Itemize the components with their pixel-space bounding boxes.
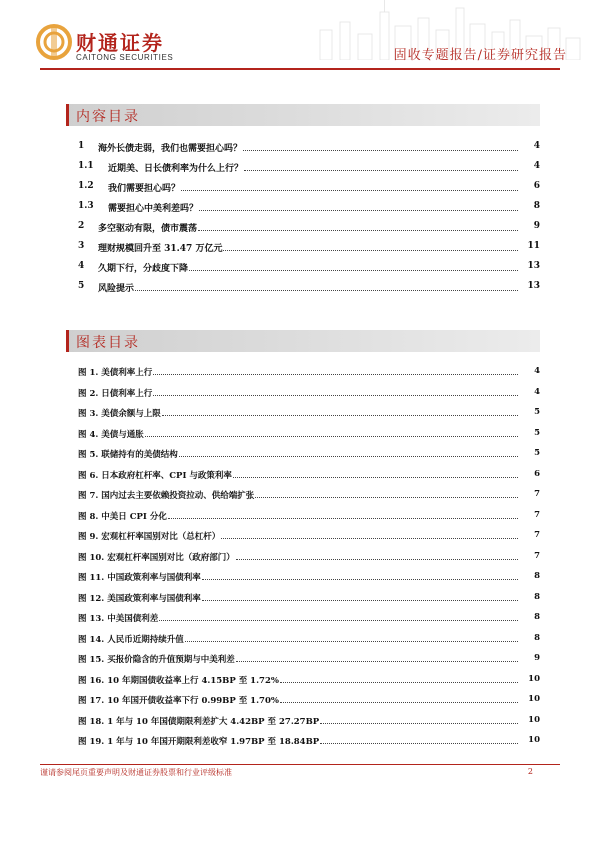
figure-entry-title: 图 19. 1 年与 10 年国开期限利差收窄 1.97BP 至 18.84BP [78,737,320,747]
figure-entry-title: 图 12. 美国政策利率与国债利率 [78,593,201,604]
figure-entry-line [78,551,518,563]
figure-entry[interactable] [78,587,540,608]
figure-entry[interactable] [78,464,540,485]
toc-entry-line [108,201,518,214]
dot-leader [153,387,518,396]
dot-leader [185,633,518,642]
figure-entry-line [78,428,518,440]
figure-entry[interactable] [78,423,540,444]
figure-entry-line [78,592,518,604]
toc-entry-title: 风险提示 [98,284,135,294]
dot-leader [243,141,518,151]
toc-entry-title: 我们需要担心吗？ [108,184,181,194]
figures-list [78,361,540,751]
figure-entry[interactable] [78,730,540,751]
dot-leader [145,428,518,437]
figure-entry-page: 7 [534,509,540,520]
figure-entry[interactable] [78,710,540,731]
toc-entry-number: 2 [78,221,85,231]
figure-entry[interactable] [78,566,540,587]
dot-leader [189,261,518,271]
figure-entry[interactable] [78,669,540,690]
figure-entry-page: 8 [534,591,540,602]
figure-entry-title: 图 6. 日本政府杠杆率、CPI 与政策利率 [78,470,232,481]
figure-entry-line [78,510,518,522]
figures-heading: 图表目录 [76,335,140,351]
dot-leader [280,674,518,683]
figure-entry-line [78,674,518,686]
toc-entry-page: 13 [527,281,540,291]
toc-entry-number: 5 [78,281,85,291]
toc-entry-page: 11 [527,241,540,251]
figure-entry-page: 7 [534,530,540,540]
figure-entry[interactable] [78,525,540,546]
dot-leader [233,469,518,478]
figure-entry-line [78,653,518,665]
toc-entry-title: 海外长债走弱，我们也需要担心吗？ [98,144,243,154]
figure-entry[interactable] [78,648,540,669]
dot-leader [320,715,518,724]
toc-entry[interactable] [78,176,540,196]
figure-entry-line [78,715,518,727]
figure-entry-page: 8 [534,632,540,643]
toc-heading: 内容目录 [76,109,140,125]
figure-entry[interactable] [78,607,540,628]
figure-entry-line [78,530,518,542]
toc-entry-page: 8 [533,201,540,211]
dot-leader [320,735,518,744]
figure-entry-page: 10 [528,694,540,704]
toc-entry-number: 3 [78,241,85,251]
toc-entry[interactable] [78,196,540,216]
figure-entry-title: 图 2. 日债利率上行 [78,388,153,399]
figure-entry[interactable] [78,382,540,403]
dot-leader [236,551,518,560]
toc-heading-bar [66,104,540,126]
toc-entry-page: 4 [533,161,540,171]
footer-divider [40,764,560,765]
figure-entry-page: 8 [534,612,540,622]
toc-entry-title: 需要担心中美利差吗？ [108,204,199,214]
page-header [0,0,595,72]
page-number: 2 [527,767,533,776]
toc-entry-title: 久期下行，分歧度下降 [98,264,189,274]
toc-entry-title: 近期美、日长债利率为什么上行？ [108,164,244,174]
toc-entry-number: 1.1 [78,161,94,171]
figure-entry-title: 图 7. 国内过去主要依赖投资拉动、供给端扩张 [78,491,255,501]
footer-disclaimer: 谨请参阅尾页重要声明及财通证券股票和行业评级标准 [40,768,232,777]
heading-accent [66,104,69,126]
dot-leader [202,592,518,601]
figure-entry-line [78,612,518,624]
dot-leader [199,201,518,211]
toc-entry-number: 1.2 [78,181,94,191]
toc-entry[interactable] [78,156,540,176]
toc-entry-number: 1 [78,141,85,151]
figure-entry-page: 5 [534,407,540,417]
figure-entry-title: 图 16. 10 年期国债收益率上行 4.15BP 至 1.72% [78,675,279,686]
dot-leader [168,510,518,519]
figure-entry-page: 7 [534,550,540,561]
figure-entry-line [78,735,518,747]
caitong-logo-icon [36,24,72,60]
toc-entry-page: 6 [533,181,540,191]
toc-list [78,136,540,296]
figure-entry-line [78,366,518,378]
toc-entry-line [108,181,518,194]
figures-heading-bar [66,330,540,352]
figure-entry-title: 图 3. 美债余额与上限 [78,409,161,419]
figure-entry-page: 4 [534,386,540,397]
dot-leader [221,530,518,539]
figure-entry-title: 图 10. 宏观杠杆率国别对比（政府部门） [78,552,235,563]
figure-entry-line [78,387,518,399]
figure-entry-line [78,694,518,706]
figure-entry-page: 10 [528,673,540,684]
figure-entry-page: 10 [528,714,540,725]
figure-entry[interactable] [78,402,540,423]
header-divider [40,68,560,70]
dot-leader [179,448,518,457]
figure-entry[interactable] [78,361,540,382]
figure-entry[interactable] [78,689,540,710]
figure-entry[interactable] [78,628,540,649]
dot-leader [280,694,518,703]
dot-leader [153,366,518,375]
dot-leader [236,653,518,662]
figure-entry-line [78,407,518,419]
toc-entry[interactable] [78,276,540,296]
figure-entry-line [78,571,518,583]
toc-entry-line [108,161,518,174]
toc-entry-line [98,261,518,274]
figure-entry-title: 图 18. 1 年与 10 年国债期限利差扩大 4.42BP 至 27.27BP [78,716,320,727]
toc-entry[interactable] [78,136,540,156]
figure-entry-title: 图 4. 美债与通胀 [78,429,144,440]
figure-entry-page: 7 [534,489,540,499]
toc-entry[interactable] [78,216,540,236]
dot-leader [162,407,518,416]
figure-entry[interactable] [78,546,540,567]
toc-entry-line [98,141,518,154]
figure-entry-title: 图 14. 人民币近期持续升值 [78,634,184,645]
figure-entry-page: 8 [534,571,540,581]
figure-entry-page: 6 [534,468,540,479]
toc-entry-number: 4 [78,261,85,271]
figure-entry-line [78,448,518,460]
toc-entry-title: 多空驱动有限，债市震荡 [98,224,198,234]
dot-leader [181,181,518,191]
figure-entry-title: 图 17. 10 年国开债收益率下行 0.99BP 至 1.70% [78,696,279,706]
figure-entry-title: 图 1. 美债利率上行 [78,368,153,378]
dot-leader [255,489,518,498]
toc-entry-page: 9 [533,221,540,231]
figure-entry-title: 图 5. 联储持有的美债结构 [78,450,178,460]
toc-entry-line [98,241,518,254]
brand-name-english: CAITONG SECURITIES [76,53,174,62]
toc-entry[interactable] [78,236,540,256]
toc-entry-title: 理财规模回升至 31.47 万亿元 [98,244,223,254]
toc-entry-page: 4 [533,141,540,151]
figure-entry-page: 5 [534,448,540,458]
toc-entry-page: 13 [527,261,540,271]
figure-entry-page: 10 [528,735,540,745]
report-type-label: 固收专题报告/证券研究报告 [393,48,567,63]
toc-entry-number: 1.3 [78,201,94,211]
toc-entry[interactable] [78,256,540,276]
dot-leader [202,571,518,580]
figure-entry-line [78,469,518,481]
figure-entry-line [78,489,518,501]
figure-entry[interactable] [78,443,540,464]
dot-leader [198,221,518,231]
figure-entry-title: 图 9. 宏观杠杆率国别对比（总杠杆） [78,532,221,542]
figure-entry-page: 9 [534,653,540,663]
dot-leader [159,612,518,621]
figure-entry[interactable] [78,505,540,526]
dot-leader [135,281,518,291]
toc-entry-line [98,281,518,294]
dot-leader [223,241,518,251]
brand-name-chinese: 财通证券 [76,31,164,55]
figure-entry[interactable] [78,484,540,505]
heading-accent [66,330,69,352]
figure-entry-page: 5 [534,427,540,438]
dot-leader [244,161,518,171]
figure-entry-title: 图 8. 中美日 CPI 分化 [78,511,167,522]
figure-entry-title: 图 13. 中美国债利差 [78,614,159,624]
figure-entry-line [78,633,518,645]
toc-entry-line [98,221,518,234]
figure-entry-title: 图 11. 中国政策利率与国债利率 [78,573,201,583]
figure-entry-page: 4 [534,366,540,376]
figure-entry-title: 图 15. 买报价隐含的升值预期与中美利差 [78,655,235,665]
